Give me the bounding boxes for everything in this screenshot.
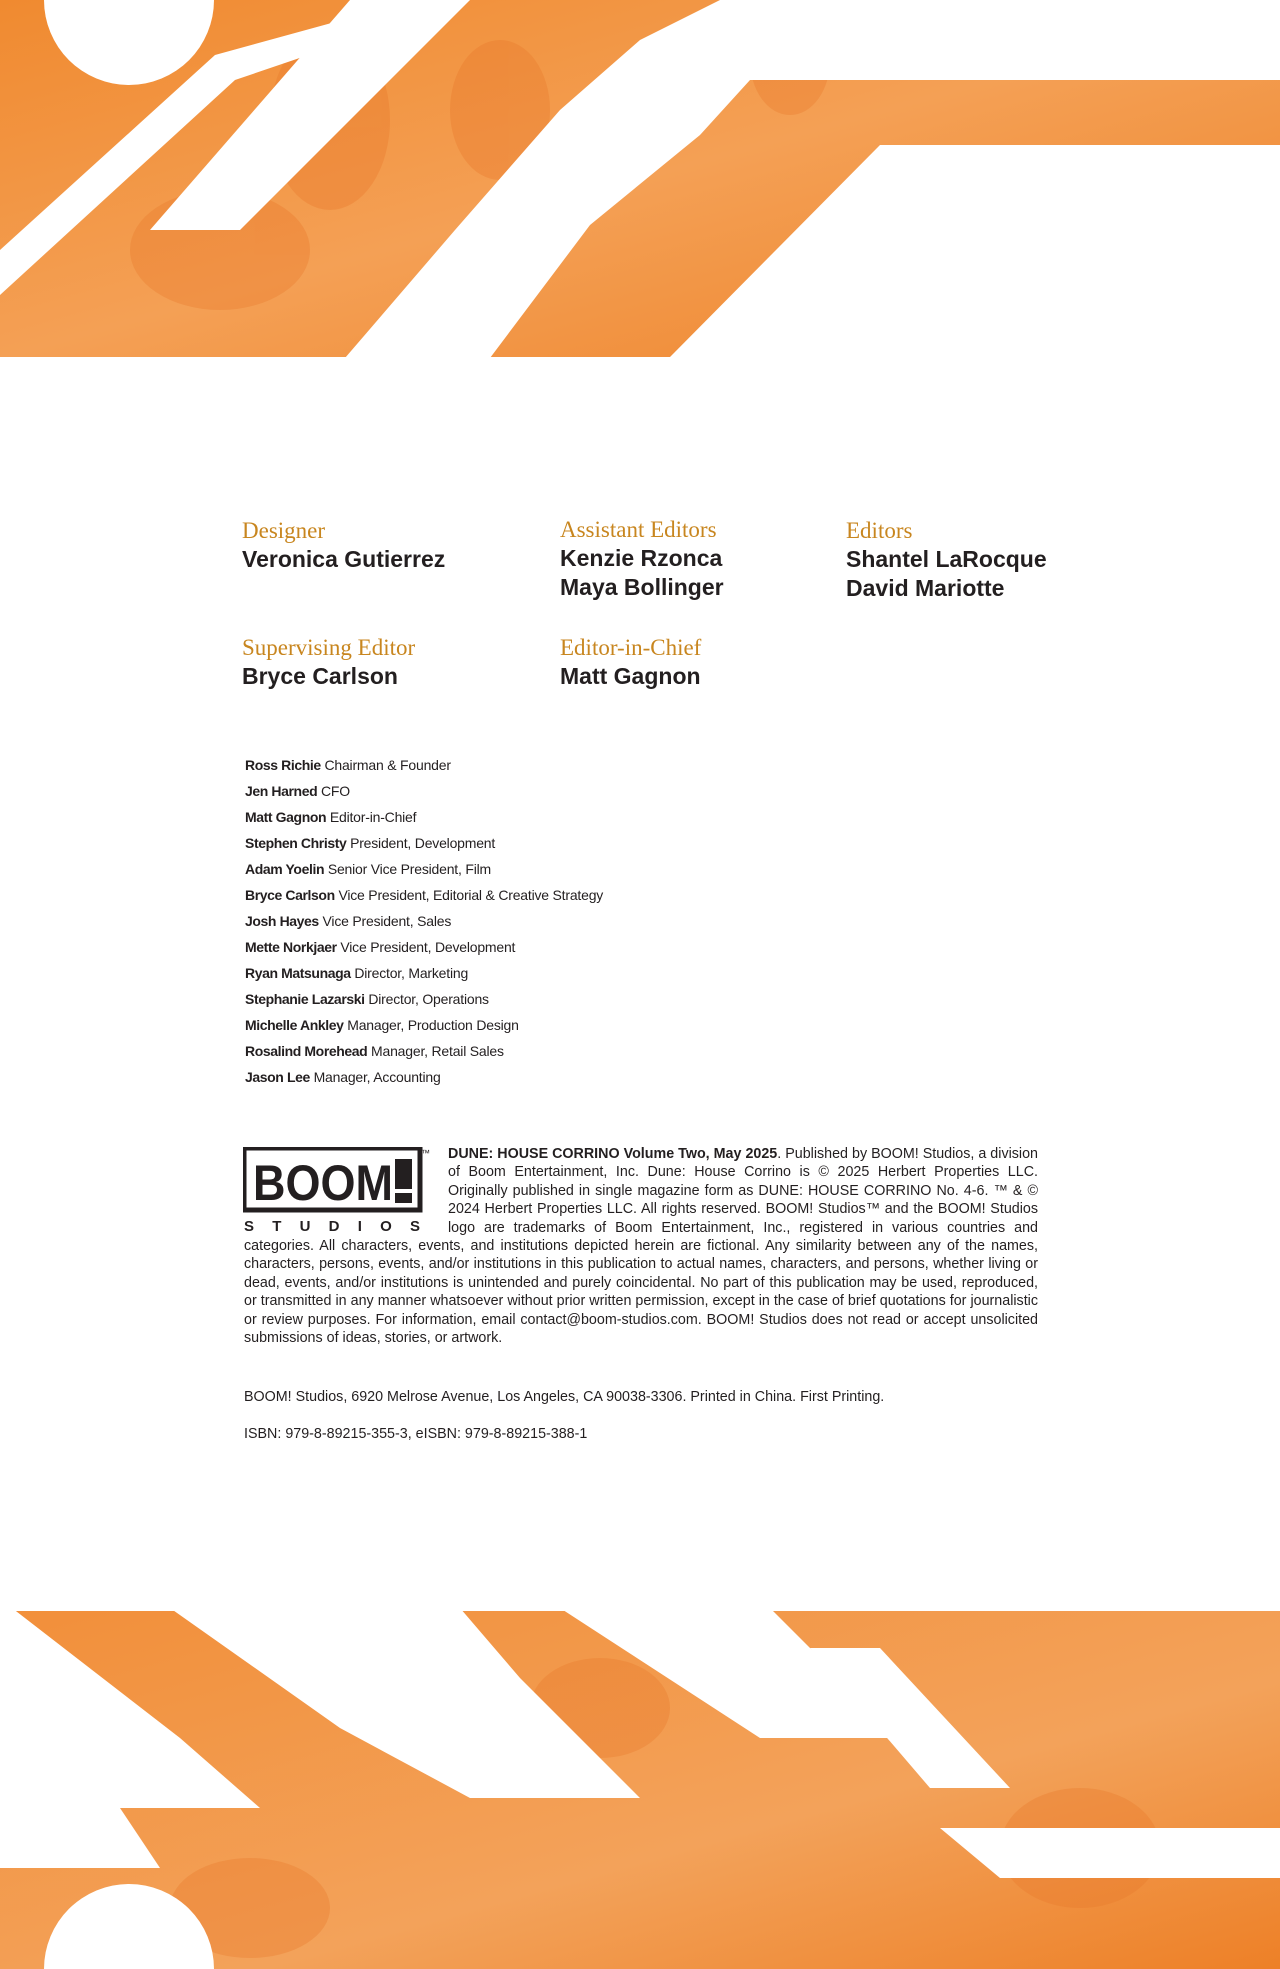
publisher-address: BOOM! Studios, 6920 Melrose Avenue, Los Angeles, CA 90038-3306. Printed in China. First Printing. <box>244 1389 885 1405</box>
svg-text:™: ™ <box>421 1148 430 1158</box>
credit-name: Bryce Carlson <box>242 663 398 689</box>
staff-list <box>245 752 945 1090</box>
isbn-line: ISBN: 979-8-89215-355-3, eISBN: 979-8-89215-388-1 <box>244 1426 588 1442</box>
staff-row: Ross Richie Chairman & Founder <box>245 757 451 773</box>
staff-row: Bryce Carlson Vice President, Editorial & Creative Strategy <box>245 887 604 903</box>
staff-row: Jason Lee Manager, Accounting <box>245 1069 441 1085</box>
staff-row: Josh Hayes Vice President, Sales <box>245 913 452 929</box>
credit-name: Shantel LaRocque <box>846 546 1047 572</box>
staff-row: Rosalind Morehead Manager, Retail Sales <box>245 1043 504 1059</box>
credit-name: Veronica Gutierrez <box>242 546 446 572</box>
credit-role: Supervising Editor <box>242 635 416 660</box>
staff-row: Ryan Matsunaga Director, Marketing <box>245 965 469 981</box>
credit-name: Matt Gagnon <box>560 663 701 689</box>
staff-row: Stephanie Lazarski Director, Operations <box>245 991 489 1007</box>
svg-text:STUDIOS: STUDIOS <box>244 1218 420 1233</box>
svg-text:BOOM: BOOM <box>253 1155 393 1211</box>
legal-notice <box>244 1145 1038 1347</box>
credit-name: Kenzie Rzonca <box>560 545 723 571</box>
credit-editor-in-chief <box>560 634 701 691</box>
credit-supervising-editor <box>242 634 415 691</box>
staff-row: Michelle Ankley Manager, Production Design <box>245 1017 519 1033</box>
credit-role: Designer <box>242 518 326 543</box>
staff-row: Stephen Christy President, Development <box>245 835 496 851</box>
legal-title: DUNE: HOUSE CORRINO Volume Two, May 2025 <box>448 1146 778 1162</box>
legal-body: . Published by BOOM! Studios, a division of Boom Entertainment, Inc. Dune: House Corrino is © 2025 Herbert Properties LLC. Originally published in single magazine form as DUNE: HOUSE CORRINO No. 4-6. ™ & © 2024 Herbert Properties LLC. All rights reserved. BOOM! Studios™ and the BOOM! Studios logo are trademarks of Boom Entertainment, Inc., registered in various countries and categories. All characters, events, and institutions depicted herein are fictional. Any similarity between any of the names, characters, persons, events, and/or institutions in this publication to actual names, characters, and persons, whether living or dead, events, and/or institutions is unintended and purely coincidental. No part of this publication may be used, reproduced, or transmitted in any manner whatsoever without prior written permission, except in the case of brief quotations for journalistic or review purposes. For information, email contact@boom-studios.com. BOOM! Studios does not read or accept unsolicited submissions of ideas, stories, or artwork. <box>244 1146 1038 1347</box>
staff-row: Mette Norkjaer Vice President, Development <box>245 939 516 955</box>
credit-name: Maya Bollinger <box>560 574 724 600</box>
credit-editors <box>846 517 1047 603</box>
credit-role: Editors <box>846 518 913 543</box>
credit-assistant-editors <box>560 516 724 602</box>
staff-row: Adam Yoelin Senior Vice President, Film <box>245 861 492 877</box>
bottom-orange-band-art <box>0 1608 1280 1969</box>
credit-designer <box>242 517 445 574</box>
staff-row: Matt Gagnon Editor-in-Chief <box>245 809 417 825</box>
credit-role: Editor-in-Chief <box>560 635 702 660</box>
credit-name: David Mariotte <box>846 575 1005 601</box>
staff-row: Jen Harned CFO <box>245 783 350 799</box>
credit-role: Assistant Editors <box>560 517 717 542</box>
top-orange-band-art <box>0 0 1280 360</box>
